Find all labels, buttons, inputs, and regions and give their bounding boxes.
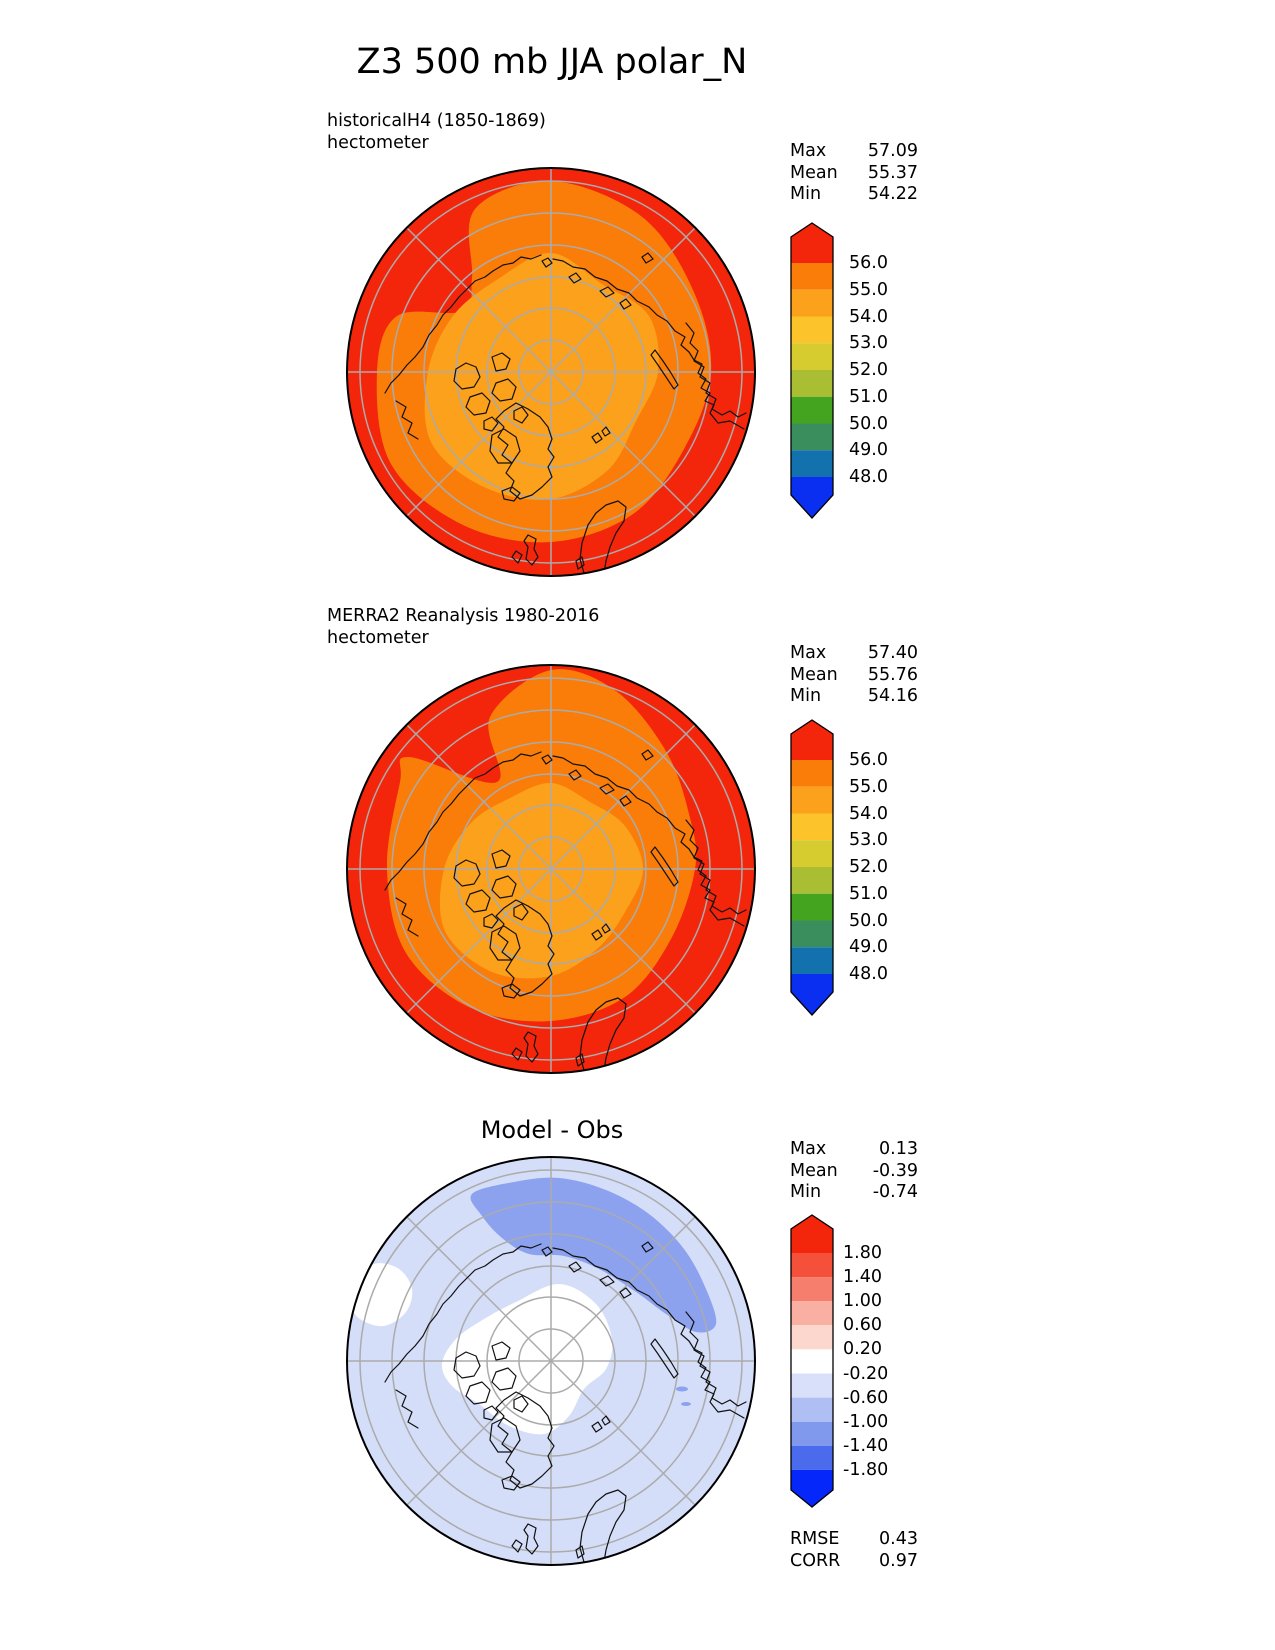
colorbar-tick-label: -1.40 xyxy=(843,1435,889,1456)
colorbar-tick-label: 53.0 xyxy=(849,830,888,851)
colorbar-tick-label: 1.00 xyxy=(843,1291,882,1312)
stat-value: 57.09 xyxy=(867,141,918,161)
stat-value: 54.22 xyxy=(867,184,918,204)
stat-value: 0.13 xyxy=(879,1139,918,1159)
colorbar-model xyxy=(790,222,834,520)
colorbar-tick-label: 48.0 xyxy=(849,467,888,487)
colorbar-tick-label: 54.0 xyxy=(849,803,888,824)
stat-value: 57.40 xyxy=(867,643,918,663)
colorbar-tick-label: 55.0 xyxy=(849,279,888,300)
colorbar-tick-label: 54.0 xyxy=(849,306,888,327)
colorbar-segment xyxy=(791,424,833,451)
figure-title: Z3 500 mb JJA polar_N xyxy=(356,42,748,82)
colorbar-segment xyxy=(791,814,833,841)
colorbar-tick-label: 51.0 xyxy=(849,883,888,904)
colorbar-segment xyxy=(791,867,833,894)
colorbar-tick-label: -0.20 xyxy=(843,1363,889,1384)
colorbar-segment xyxy=(791,317,833,344)
stat-value: 54.16 xyxy=(867,686,918,706)
colorbar-segment xyxy=(791,290,833,317)
colorbar-segment xyxy=(791,974,833,1015)
colorbar-tick-label: -1.80 xyxy=(843,1459,889,1480)
stat-name: Min xyxy=(790,1182,822,1202)
stat-name: Min xyxy=(790,184,822,204)
metric-name: RMSE xyxy=(790,1529,840,1549)
colorbar-segment xyxy=(791,370,833,397)
colorbar-segment xyxy=(791,720,833,760)
colorbar-obs xyxy=(790,719,834,1017)
metric-value: 0.97 xyxy=(879,1550,918,1571)
colorbar-segment xyxy=(791,1349,833,1373)
colorbar-segment xyxy=(791,1446,833,1470)
map-obs xyxy=(344,662,758,1076)
stat-name: Max xyxy=(790,643,827,663)
colorbar-tick-label: -0.60 xyxy=(843,1387,889,1408)
stat-name: Max xyxy=(790,1139,827,1159)
colorbar-segment xyxy=(791,1398,833,1422)
stat-value: -0.74 xyxy=(872,1182,918,1202)
stat-name: Max xyxy=(790,141,827,161)
colorbar-tick-label: 1.80 xyxy=(843,1243,882,1263)
dataset-name: MERRA2 Reanalysis 1980-2016 xyxy=(327,606,600,626)
stat-name: Min xyxy=(790,686,822,706)
colorbar-segment xyxy=(791,1253,833,1277)
dataset-name: historicalH4 (1850-1869) xyxy=(327,111,546,131)
colorbar-tick-label: 50.0 xyxy=(849,910,888,931)
colorbar-tick-label: 53.0 xyxy=(849,333,888,354)
map-diff xyxy=(344,1154,758,1568)
colorbar-segment xyxy=(791,1374,833,1398)
contour-region xyxy=(681,1402,691,1406)
colorbar-segment xyxy=(791,1470,833,1507)
colorbar-diff xyxy=(790,1214,834,1509)
metric-name: CORR xyxy=(790,1550,841,1571)
colorbar-segment xyxy=(791,787,833,814)
colorbar-segment xyxy=(791,343,833,370)
colorbar-tick-label: 52.0 xyxy=(849,360,888,380)
metric-value: 0.43 xyxy=(879,1529,918,1549)
colorbar-tick-label: -1.00 xyxy=(843,1411,889,1432)
diff-panel-title: Model - Obs xyxy=(480,1116,624,1144)
colorbar-segment xyxy=(791,921,833,948)
colorbar-tick-label: 55.0 xyxy=(849,776,888,797)
units-label: hectometer xyxy=(327,132,429,153)
stats-block-diff xyxy=(790,1139,918,1204)
colorbar-tick-label: 56.0 xyxy=(849,750,888,770)
stat-value: 55.76 xyxy=(867,664,918,685)
stat-name: Mean xyxy=(790,664,838,685)
panel2-label xyxy=(327,606,599,649)
colorbar-tick-label: 0.60 xyxy=(843,1315,882,1336)
colorbar-segment xyxy=(791,263,833,290)
colorbar-tick-label: 52.0 xyxy=(849,857,888,877)
stat-value: -0.39 xyxy=(872,1160,918,1181)
colorbar-segment xyxy=(791,477,833,518)
units-label: hectometer xyxy=(327,627,429,648)
colorbar-tick-label: 56.0 xyxy=(849,253,888,273)
contour-region xyxy=(676,1387,688,1392)
map-model xyxy=(344,165,758,579)
colorbar-segment xyxy=(791,840,833,867)
stat-value: 55.37 xyxy=(867,162,918,183)
colorbar-tick-label: 50.0 xyxy=(849,413,888,434)
colorbar-segment xyxy=(791,1301,833,1325)
colorbar-segment xyxy=(791,1277,833,1301)
colorbar-segment xyxy=(791,397,833,424)
colorbar-tick-label: 1.40 xyxy=(843,1267,882,1288)
panel1-label xyxy=(327,111,546,154)
colorbar-tick-label: 49.0 xyxy=(849,440,888,461)
colorbar-segment xyxy=(791,1422,833,1446)
colorbar-tick-label: 51.0 xyxy=(849,386,888,407)
colorbar-tick-label: 0.20 xyxy=(843,1339,882,1360)
colorbar-segment xyxy=(791,1215,833,1253)
stats-block-model xyxy=(790,141,918,206)
colorbar-segment xyxy=(791,760,833,787)
stat-name: Mean xyxy=(790,1160,838,1181)
stats-block-obs xyxy=(790,643,918,708)
colorbar-segment xyxy=(791,223,833,263)
colorbar-segment xyxy=(791,450,833,477)
metrics-block xyxy=(790,1529,918,1572)
colorbar-segment xyxy=(791,1325,833,1349)
colorbar-tick-label: 48.0 xyxy=(849,964,888,984)
colorbar-segment xyxy=(791,894,833,921)
colorbar-segment xyxy=(791,947,833,974)
stat-name: Mean xyxy=(790,162,838,183)
colorbar-tick-label: 49.0 xyxy=(849,937,888,958)
